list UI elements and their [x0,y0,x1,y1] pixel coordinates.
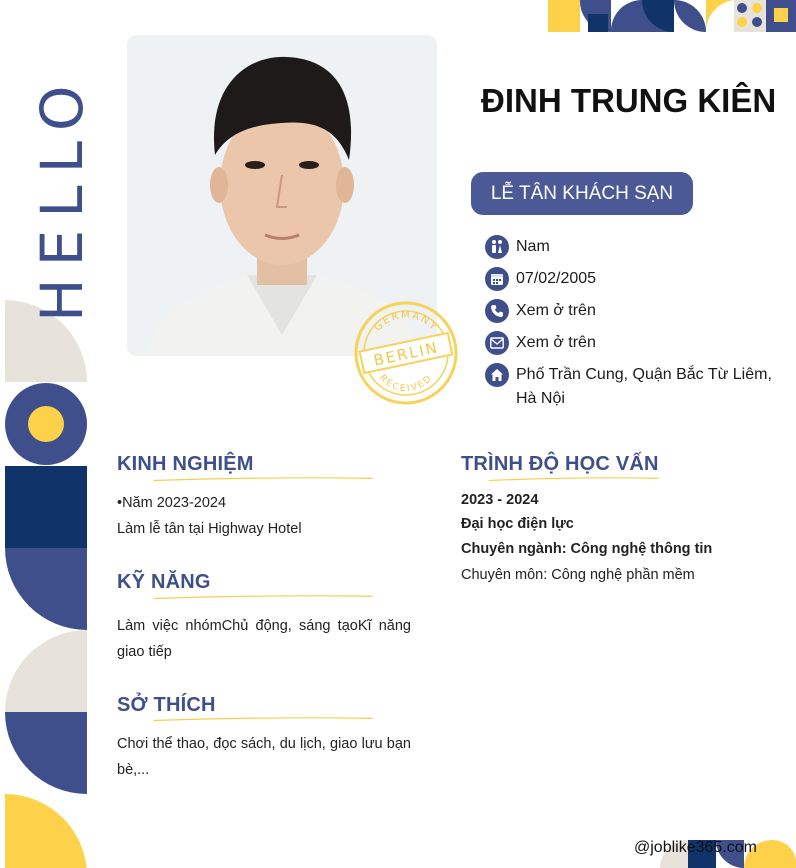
phone-text: Xem ở trên [516,302,596,319]
contact-email [485,331,775,355]
skills-text: Làm việc nhómChủ động, sáng tạoKĩ năng giao tiếp [117,618,411,660]
education-major: Chuyên ngành: Công nghệ thông tin [461,541,713,557]
hobbies-heading: SỞ THÍCH [117,694,216,716]
stamp-top-text: GERMANY [372,309,440,334]
calendar-icon [485,267,509,291]
skills-heading: KỸ NĂNG [117,571,211,593]
contact-phone [485,299,775,323]
education-underline [461,476,687,482]
gender-text: Nam [516,238,550,255]
address-text: Phố Trần Cung, Quận Bắc Từ Liêm, Hà Nội [516,366,772,407]
contact-birthday [485,267,775,291]
education-specialty: Chuyên môn: Công nghệ phần mềm [461,567,695,583]
skills-underline [117,594,409,600]
birthday-text: 07/02/2005 [516,270,597,287]
experience-heading: KINH NGHIỆM [117,453,254,475]
top-decoration [548,0,796,32]
hello-vertical-text: HELLO [28,73,96,322]
hobbies-text: Chơi thể thao, đọc sách, du lịch, giao lưu bạn bè,... [117,736,411,778]
hobbies-underline [117,716,409,722]
education-school: Đại học điện lực [461,516,574,532]
gender-icon [485,235,509,259]
experience-underline [117,476,409,482]
berlin-stamp [353,300,459,406]
svg-text:RECEIVED [377,373,435,394]
candidate-name: ĐINH TRUNG KIÊN [481,82,777,119]
experience-detail: Làm lễ tân tại Highway Hotel [117,521,302,537]
svg-text:GERMANY [372,310,439,334]
left-decoration [5,300,87,868]
experience-period: •Năm 2023-2024 [117,495,227,511]
education-heading: TRÌNH ĐỘ HỌC VẤN [461,453,659,475]
phone-icon [485,299,509,323]
email-text: Xem ở trên [516,334,596,351]
mail-icon [485,331,509,355]
stamp-middle-text: BERLIN [371,338,441,370]
education-period: 2023 - 2024 [461,492,539,508]
contact-address [485,363,775,411]
home-icon [485,363,509,387]
stamp-bottom-text: RECEIVED [377,372,435,395]
footer-website: @joblike365.com [634,839,757,856]
contact-gender [485,235,775,259]
job-title-badge: LỄ TÂN KHÁCH SẠN [471,172,693,215]
